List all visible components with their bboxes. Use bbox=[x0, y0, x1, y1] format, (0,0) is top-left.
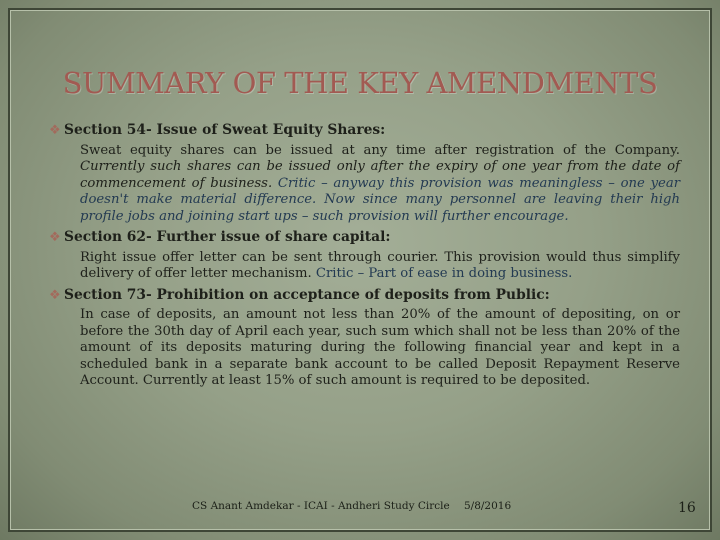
body-text: Right issue offer letter can be sent through courier. This provision would thus simplify delivery of offer letter mechanism. bbox=[80, 249, 680, 281]
body-text: Sweat equity shares can be issued at any time after registration of the Company. bbox=[80, 142, 680, 158]
slide-content bbox=[50, 122, 680, 394]
critic-text: Critic – anyway this provision was meaningless – one year doesn't make material difference. Now since many personnel are leaving their high profile jobs and joining start ups – such provision will further encourage. bbox=[80, 175, 680, 224]
footer-author: CS Anant Amdekar - ICAI - Andheri Study Circle bbox=[192, 500, 450, 512]
section-heading: Section 54- Issue of Sweat Equity Shares: bbox=[64, 122, 386, 138]
section-heading: Section 73- Prohibition on acceptance of deposits from Public: bbox=[64, 286, 550, 303]
diamond-bullet-icon: ❖ bbox=[49, 123, 61, 138]
slide-title: SUMMARY OF THE KEY AMENDMENTS bbox=[62, 66, 658, 100]
critic-text: Critic – Part of ease in doing business. bbox=[315, 266, 573, 281]
section-body bbox=[64, 143, 680, 226]
section-54 bbox=[50, 122, 680, 225]
body-italic-text: Currently such shares can be issued only after the expiry of one year from the date of commencement of business. bbox=[80, 159, 680, 191]
page-number: 16 bbox=[678, 500, 696, 516]
footer-date: 5/8/2016 bbox=[464, 500, 512, 512]
section-62 bbox=[50, 229, 680, 283]
section-body bbox=[64, 307, 680, 390]
section-heading: Section 62- Further issue of share capital: bbox=[64, 229, 391, 245]
body-text: In case of deposits, an amount not less than 20% of the amount of depositing, on or before the 30th day of April each year, such sum which shall not be less than 20% of the amount of its deposits maturing during the following financial year and kept in a scheduled bank in a separate bank account to be called Deposit Repayment Reserve Account. Currently at least 15% of such amount is required to be deposited. bbox=[80, 307, 680, 388]
section-73 bbox=[50, 287, 680, 390]
diamond-bullet-icon: ❖ bbox=[49, 230, 61, 245]
diamond-bullet-icon: ❖ bbox=[49, 287, 61, 303]
section-body bbox=[64, 250, 680, 283]
